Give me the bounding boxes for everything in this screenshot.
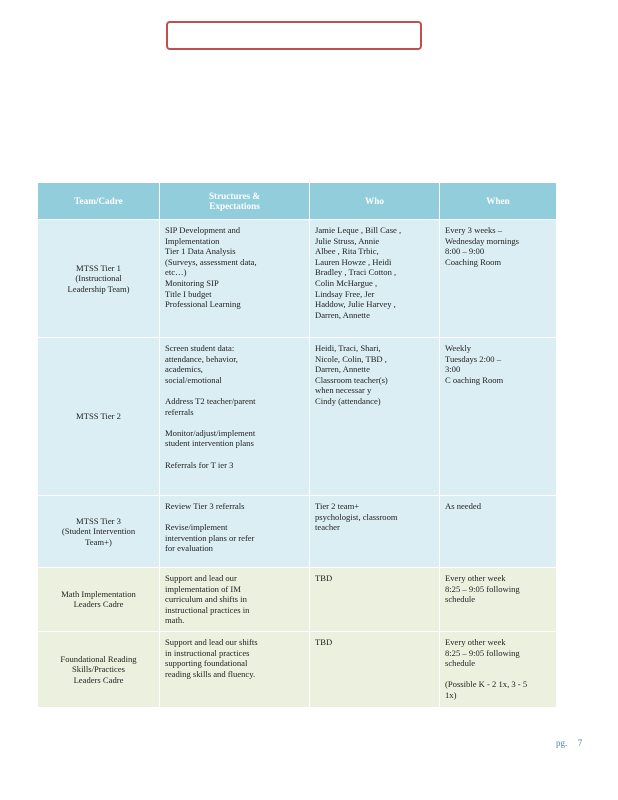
who-cell: TBD bbox=[310, 631, 440, 707]
structures-cell: SIP Development and Implementation Tier 1 Data Analysis (Surveys, assessment data, etc…) Monitoring SIP Title I budget Professional Learning bbox=[160, 220, 310, 338]
table-row bbox=[38, 568, 557, 632]
header-team-cadre: Team/Cadre bbox=[38, 183, 160, 220]
table-row bbox=[38, 496, 557, 568]
structures-cell: Support and lead our implementation of IM curriculum and shifts in instructional practices in math. bbox=[160, 568, 310, 632]
team-cell: MTSS Tier 1 (Instructional Leadership Team) bbox=[38, 220, 160, 338]
when-cell: Every other week 8:25 – 9:05 following schedule bbox=[440, 568, 557, 632]
who-cell: Heidi, Traci, Shari, Nicole, Colin, TBD , Darren, Annette Classroom teacher(s) when necessar y Cindy (attendance) bbox=[310, 338, 440, 496]
structures-cell: Review Tier 3 referrals Revise/implement intervention plans or refer for evaluation bbox=[160, 496, 310, 568]
page-number bbox=[556, 738, 582, 748]
when-cell: Weekly Tuesdays 2:00 – 3:00 C oaching Room bbox=[440, 338, 557, 496]
when-cell: As needed bbox=[440, 496, 557, 568]
page-number-value: 7 bbox=[577, 738, 583, 748]
team-table bbox=[37, 182, 557, 708]
title-box bbox=[166, 21, 422, 50]
page-label: pg. bbox=[556, 738, 568, 748]
table-row bbox=[38, 631, 557, 707]
team-cell: Math Implementation Leaders Cadre bbox=[38, 568, 160, 632]
structures-cell: Support and lead our shifts in instructional practices supporting foundational reading skills and fluency. bbox=[160, 631, 310, 707]
header-when: When bbox=[440, 183, 557, 220]
when-cell: Every other week 8:25 – 9:05 following schedule (Possible K - 2 1x, 3 - 5 1x) bbox=[440, 631, 557, 707]
table-row bbox=[38, 338, 557, 496]
when-cell: Every 3 weeks – Wednesday mornings 8:00 – 9:00 Coaching Room bbox=[440, 220, 557, 338]
team-cell: MTSS Tier 2 bbox=[38, 338, 160, 496]
header-structures: Structures & Expectations bbox=[160, 183, 310, 220]
table-row bbox=[38, 220, 557, 338]
header-who: Who bbox=[310, 183, 440, 220]
team-cell: Foundational Reading Skills/Practices Leaders Cadre bbox=[38, 631, 160, 707]
team-cell: MTSS Tier 3 (Student Intervention Team+) bbox=[38, 496, 160, 568]
who-cell: Jamie Leque , Bill Case , Julie Struss, Annie Albee , Rita Trbic, Lauren Howze , Heidi Bradley , Traci Cotton , Colin McHargue , Lindsay Free, Jer Haddow, Julie Harvey , Darren, Annette bbox=[310, 220, 440, 338]
who-cell: Tier 2 team+ psychologist, classroom teacher bbox=[310, 496, 440, 568]
who-cell: TBD bbox=[310, 568, 440, 632]
header-row bbox=[38, 183, 557, 220]
structures-cell: Screen student data: attendance, behavior, academics, social/emotional Address T2 teacher/parent referrals Monitor/adjust/implement student intervention plans Referrals for T ier 3 bbox=[160, 338, 310, 496]
